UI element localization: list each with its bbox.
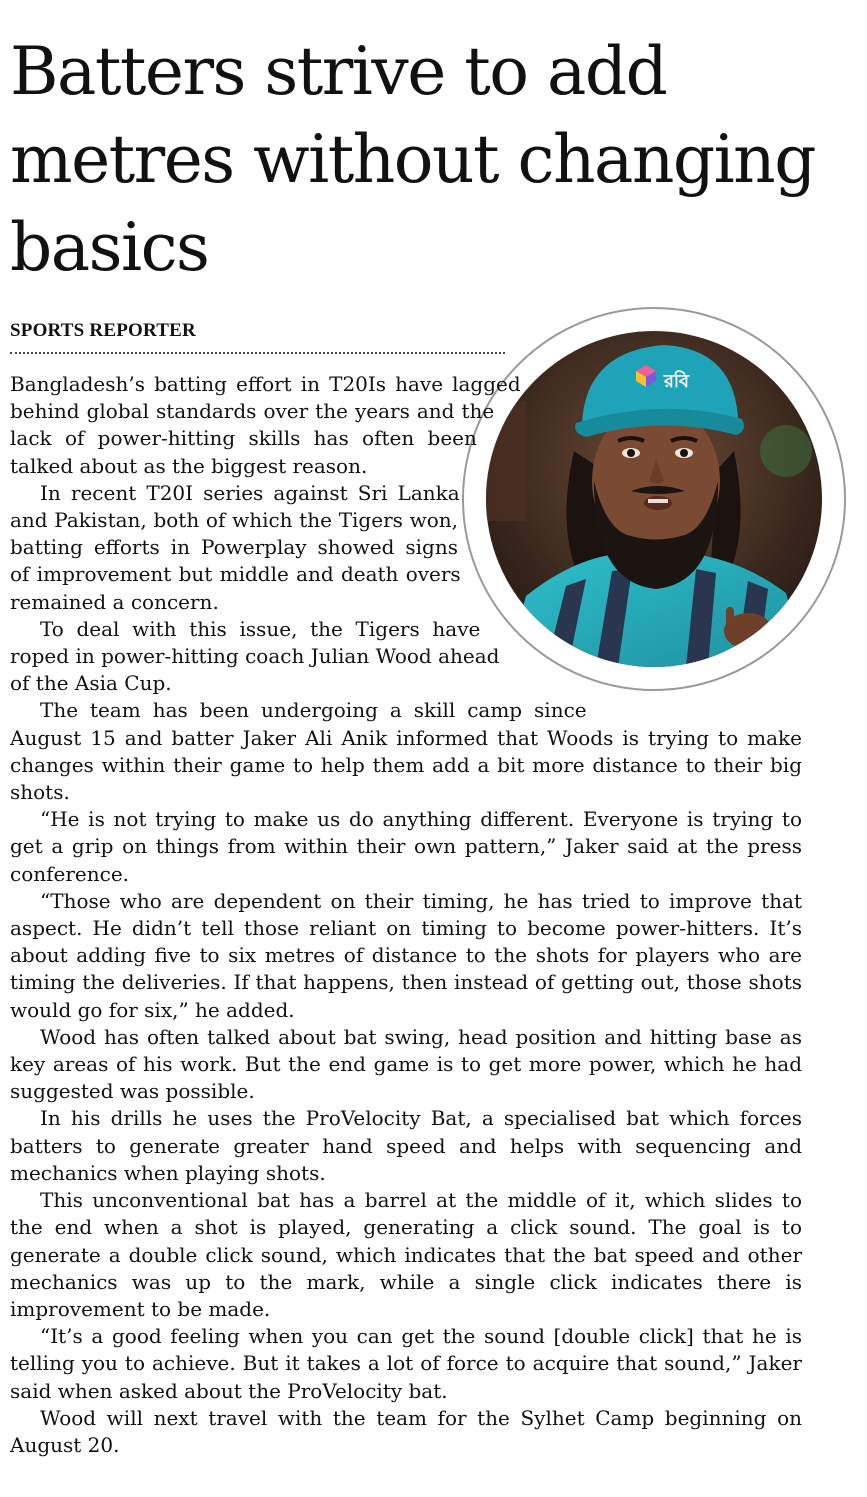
paragraph: Bangladesh’s batting effort in T20Is have lagged behind global standards over the years and the lack of power-hitting skills has often been talked about as the biggest reason. (10, 372, 521, 478)
byline: SPORTS REPORTER (10, 320, 196, 341)
paragraph: “Those who are dependent on their timing, he has tried to improve that aspect. He didn’t tell those reliant on timing to become power-hitters. It’s about adding five to six metres of distance to the shots for players who are timing the deliveries. If that happens, then instead of getting out, those shots would go for six,” he added. (10, 888, 802, 1022)
paragraph: The team has been undergoing a skill camp since August 15 and batter Jaker Ali Anik informed that Woods is trying to make changes within their game to help them add a bit more distance to their big shots. (10, 698, 802, 805)
paragraph: Wood has often talked about bat swing, head position and hitting base as key areas of his work. But the end game is to get more power, which he had suggested was possible. (10, 1024, 802, 1104)
paragraph: To deal with this issue, the Tigers have roped in power-hitting coach Julian Wood ahead of the Asia Cup. (10, 616, 500, 696)
paragraph: Wood will next travel with the team for the Sylhet Camp beginning on August 20. (10, 1405, 802, 1457)
article-body (10, 371, 802, 1459)
paragraph: In recent T20I series against Sri Lanka and Pakistan, both of which the Tigers won, batting efforts in Powerplay showed signs of improvement but middle and death overs remained a concern. (10, 480, 461, 614)
cap-logo-text: রবি (664, 371, 690, 392)
paragraph: “He is not trying to make us do anything different. Everyone is trying to get a grip on things from within their own pattern,” Jaker said at the press conference. (10, 807, 802, 886)
paragraph: This unconventional bat has a barrel at the middle of it, which slides to the end when a shot is played, generating a click sound. The goal is to generate a double click sound, which indicates that the bat speed and other mechanics was up to the mark, while a single click indicates there is improvement to be made. (10, 1188, 802, 1321)
paragraph: “It’s a good feeling when you can get the sound [double click] that he is telling you to achieve. But it takes a lot of force to acquire that sound,” Jaker said when asked about the ProVelocity bat. (10, 1324, 802, 1403)
headline: Batters strive to add metres without changing basics (10, 33, 815, 286)
byline-divider (10, 352, 505, 354)
paragraph: In his drills he uses the ProVelocity Bat, a specialised bat which forces batters to generate greater hand speed and helps with sequencing and mechanics when playing shots. (10, 1106, 802, 1185)
